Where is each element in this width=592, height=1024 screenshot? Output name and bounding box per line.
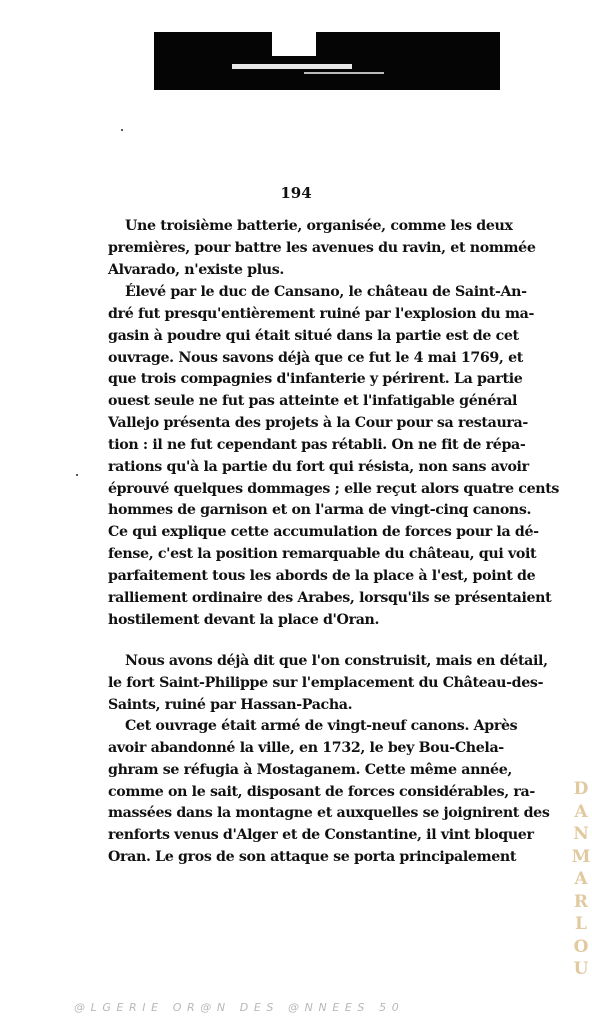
text-line: avoir abandonné la ville, en 1732, le bey Bou-Chela- (108, 739, 504, 756)
redaction-notch (272, 32, 316, 56)
paragraph-3 (108, 651, 548, 717)
side-watermark-letter: L (575, 914, 587, 934)
text-line: ghram se réfugia à Mostaganem. Cette même année, (108, 761, 512, 778)
text-line: ouest seule ne fut pas atteinte et l'infatigable général (108, 393, 518, 410)
speck (76, 474, 78, 476)
text-line: ouvrage. Nous savons déjà que ce fut le 4 mai 1769, et (108, 349, 523, 366)
side-watermark-letter: A (574, 801, 588, 822)
text-line: Alvarado, n'existe plus. (108, 261, 284, 278)
redaction-streak (232, 64, 352, 69)
side-watermark-letter: N (573, 824, 589, 844)
text-line: éprouvé quelques dommages ; elle reçut alors quatre cents (108, 480, 560, 497)
side-watermark-letter: O (573, 936, 589, 957)
page-number: 194 (280, 184, 312, 202)
paragraph-2 (108, 282, 560, 632)
text-line: Oran. Le gros de son attaque se porta principalement (108, 849, 517, 866)
text-line: massées dans la montagne et auxquelles se joignirent des (108, 805, 550, 822)
side-watermark-letter: U (573, 959, 589, 979)
text-line: que trois compagnies d'infanterie y périrent. La partie (108, 371, 523, 388)
paragraph-1 (108, 216, 536, 282)
text-line: Cet ouvrage était armé de vingt-neuf canons. Après (125, 718, 518, 734)
text-line: Nous avons déjà dit que l'on construisit, mais en détail, (125, 653, 548, 669)
text-line: Une troisième batterie, organisée, comme les deux (125, 218, 513, 234)
text-line: tion : il ne fut cependant pas rétabli. On ne fit de répa- (108, 436, 526, 453)
text-line: hostilement devant la place d'Oran. (108, 611, 380, 628)
side-watermark (570, 778, 592, 981)
side-watermark-letter: M (571, 846, 591, 867)
text-line: dré fut presqu'entièrement ruiné par l'explosion du ma- (108, 305, 535, 322)
side-watermark-letter: R (573, 891, 589, 912)
text-line: Élevé par le duc de Cansano, le château de Saint-An- (125, 284, 527, 300)
text-line: Saints, ruiné par Hassan-Pacha. (108, 696, 353, 713)
text-line: fense, c'est la position remarquable du château, qui voit (108, 546, 537, 563)
text-line: ralliement ordinaire des Arabes, lorsqu'ils se présentaient (108, 589, 552, 606)
text-line: hommes de garnison et on l'arma de vingt-cinq canons. (108, 502, 532, 519)
footer-watermark: @LGERIE OR@N DES @NNEES 50 (74, 1001, 405, 1014)
text-line: rations qu'à la partie du fort qui résista, non sans avoir (108, 458, 529, 475)
text-line: Ce qui explique cette accumulation de forces pour la dé- (108, 524, 539, 541)
text-line: renforts venus d'Alger et de Constantine, il vint bloquer (108, 827, 534, 844)
text-line: Vallejo présenta des projets à la Cour pour sa restaura- (108, 415, 528, 432)
text-line: le fort Saint-Philippe sur l'emplacement du Château-des- (108, 674, 544, 691)
text-line: comme on le sait, disposant de forces considérables, ra- (108, 783, 535, 800)
redaction-streak-faint (304, 72, 384, 74)
text-line: parfaitement tous les abords de la place à l'est, point de (108, 567, 536, 584)
side-watermark-letter: D (573, 779, 589, 799)
speck (121, 129, 123, 131)
text-line: premières, pour battre les avenues du ravin, et nommée (108, 239, 536, 256)
side-watermark-letter: A (574, 869, 588, 889)
redaction-bar (154, 32, 500, 90)
paragraph-4 (108, 716, 550, 869)
text-line: gasin à poudre qui était situé dans la partie est de cet (108, 327, 519, 344)
